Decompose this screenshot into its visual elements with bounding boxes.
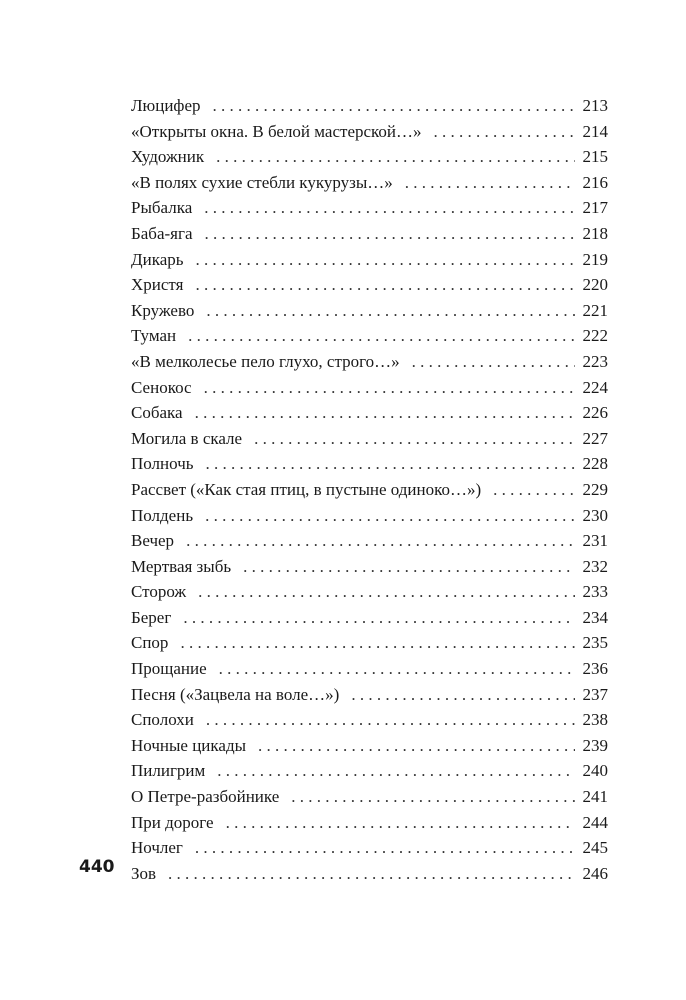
toc-entry-page: 238 — [582, 710, 608, 730]
toc-entry-title: Сполохи — [131, 710, 194, 730]
toc-dot-leader — [291, 784, 574, 810]
toc-entry-page: 231 — [582, 531, 608, 551]
toc-entry-page: 226 — [582, 403, 608, 423]
toc-entry — [131, 93, 608, 119]
toc-entry — [131, 323, 608, 349]
toc-dot-leader — [216, 144, 574, 170]
toc-entry-title: «Открыты окна. В белой мастерской…» — [131, 121, 422, 141]
toc-entry-title: Христя — [131, 275, 184, 295]
toc-entry — [131, 400, 608, 426]
toc-dot-leader — [351, 682, 574, 708]
toc-dot-leader — [183, 605, 574, 631]
toc-entry-page: 227 — [582, 428, 608, 448]
toc-entry-page: 221 — [582, 300, 608, 320]
toc-entry-title: При дороге — [131, 812, 214, 832]
toc-entry — [131, 605, 608, 631]
toc-entry — [131, 451, 608, 477]
toc-dot-leader — [204, 375, 575, 401]
toc-entry-page: 237 — [582, 684, 608, 704]
toc-entry — [131, 503, 608, 529]
toc-entry — [131, 247, 608, 273]
toc-entry-title: Художник — [131, 147, 205, 167]
toc-entry — [131, 375, 608, 401]
toc-entry-title: Баба-яга — [131, 223, 193, 243]
toc-entry — [131, 144, 608, 170]
toc-entry — [131, 119, 608, 145]
toc-entry-title: О Петре-разбойнике — [131, 787, 280, 807]
toc-entry-title: Вечер — [131, 531, 175, 551]
toc-entry-page: 214 — [582, 121, 608, 141]
toc-dot-leader — [434, 119, 575, 145]
toc-entry-title: Туман — [131, 326, 177, 346]
toc-dot-leader — [196, 247, 575, 273]
toc-entry — [131, 170, 608, 196]
toc-entry — [131, 810, 608, 836]
toc-dot-leader — [198, 579, 574, 605]
toc-dot-leader — [405, 170, 575, 196]
toc-entry-title: Спор — [131, 633, 169, 653]
toc-dot-leader — [204, 195, 574, 221]
toc-entry-page: 219 — [582, 249, 608, 269]
toc-entry-page: 239 — [582, 735, 608, 755]
toc-entry — [131, 195, 608, 221]
toc-dot-leader — [195, 400, 575, 426]
toc-entry-page: 228 — [582, 454, 608, 474]
toc-dot-leader — [243, 554, 574, 580]
toc-dot-leader — [168, 861, 574, 887]
toc-entry — [131, 272, 608, 298]
toc-entry-page: 232 — [582, 556, 608, 576]
toc-entry-page: 217 — [582, 198, 608, 218]
toc-entry-title: Зов — [131, 863, 157, 883]
toc-entry-title: Сторож — [131, 582, 187, 602]
toc-entry-page: 235 — [582, 633, 608, 653]
toc-entry-page: 241 — [582, 787, 608, 807]
toc-dot-leader — [258, 733, 574, 759]
toc-dot-leader — [195, 835, 575, 861]
toc-entry-title: Рыбалка — [131, 198, 193, 218]
toc-entry — [131, 426, 608, 452]
toc-entry-title: «В полях сухие стебли кукурузы…» — [131, 172, 393, 192]
toc-dot-leader — [206, 707, 575, 733]
toc-entry-page: 215 — [582, 147, 608, 167]
toc-entry-page: 234 — [582, 607, 608, 627]
toc-entry — [131, 707, 608, 733]
toc-entry-title: Ночлег — [131, 838, 183, 858]
toc-entry-page: 220 — [582, 275, 608, 295]
toc-entry — [131, 528, 608, 554]
toc-entry — [131, 758, 608, 784]
toc-entry-page: 233 — [582, 582, 608, 602]
toc-entry-page: 224 — [582, 377, 608, 397]
page-number: 440 — [79, 857, 115, 877]
toc-entry — [131, 477, 608, 503]
toc-dot-leader — [186, 528, 574, 554]
toc-entry-page: 244 — [582, 812, 608, 832]
toc-entry-title: Могила в скале — [131, 428, 243, 448]
toc-dot-leader — [180, 630, 574, 656]
toc-entry-title: Сенокос — [131, 377, 192, 397]
toc-dot-leader — [205, 221, 575, 247]
toc-entry — [131, 861, 608, 887]
toc-entry — [131, 579, 608, 605]
toc-entry-title: Люцифер — [131, 96, 201, 115]
toc-entry-title: Пилигрим — [131, 761, 206, 781]
toc-entry-title: Ночные цикады — [131, 735, 247, 755]
toc-dot-leader — [195, 272, 574, 298]
toc-entry-page: 216 — [582, 172, 608, 192]
toc-entry-title: Полночь — [131, 454, 194, 474]
toc-dot-leader — [254, 426, 574, 452]
toc-entry-title: Мертвая зыбь — [131, 556, 232, 576]
toc-entry-page: 223 — [582, 351, 608, 371]
toc-entry — [131, 835, 608, 861]
toc-entry-page: 229 — [582, 479, 608, 499]
toc-entry-page: 236 — [582, 659, 608, 679]
toc-entry-title: Полдень — [131, 505, 194, 525]
toc-entry — [131, 682, 608, 708]
toc-entry-title: Рассвет («Как стая птиц, в пустыне одиноко…») — [131, 479, 482, 499]
toc-entry-page: 240 — [582, 761, 608, 781]
toc-entry-title: Собака — [131, 403, 183, 423]
toc-dot-leader — [188, 323, 574, 349]
toc-entry-page: 213 — [582, 96, 608, 115]
toc-dot-leader — [219, 656, 575, 682]
toc-entry-title: Дикарь — [131, 249, 184, 269]
toc-dot-leader — [412, 349, 575, 375]
table-of-contents — [131, 93, 608, 886]
toc-entry — [131, 554, 608, 580]
toc-dot-leader — [206, 298, 574, 324]
toc-entry-title: «В мелколесье пело глухо, строго…» — [131, 351, 400, 371]
toc-entry-page: 230 — [582, 505, 608, 525]
toc-entry — [131, 656, 608, 682]
toc-entry-title: Кружево — [131, 300, 195, 320]
toc-dot-leader — [226, 810, 575, 836]
toc-entry — [131, 298, 608, 324]
toc-entry — [131, 784, 608, 810]
toc-entry-page: 245 — [582, 838, 608, 858]
toc-entry — [131, 349, 608, 375]
toc-entry-page: 222 — [582, 326, 608, 346]
toc-dot-leader — [493, 477, 574, 503]
toc-entry-page: 218 — [582, 223, 608, 243]
toc-entry — [131, 221, 608, 247]
toc-dot-leader — [205, 503, 574, 529]
toc-dot-leader — [213, 93, 575, 119]
toc-entry-page: 246 — [582, 863, 608, 883]
toc-entry-title: Берег — [131, 607, 172, 627]
toc-entry-title: Прощание — [131, 659, 207, 679]
toc-dot-leader — [217, 758, 574, 784]
toc-entry — [131, 630, 608, 656]
toc-entry — [131, 733, 608, 759]
toc-entry-title: Песня («Зацвела на воле…») — [131, 684, 340, 704]
toc-dot-leader — [206, 451, 575, 477]
